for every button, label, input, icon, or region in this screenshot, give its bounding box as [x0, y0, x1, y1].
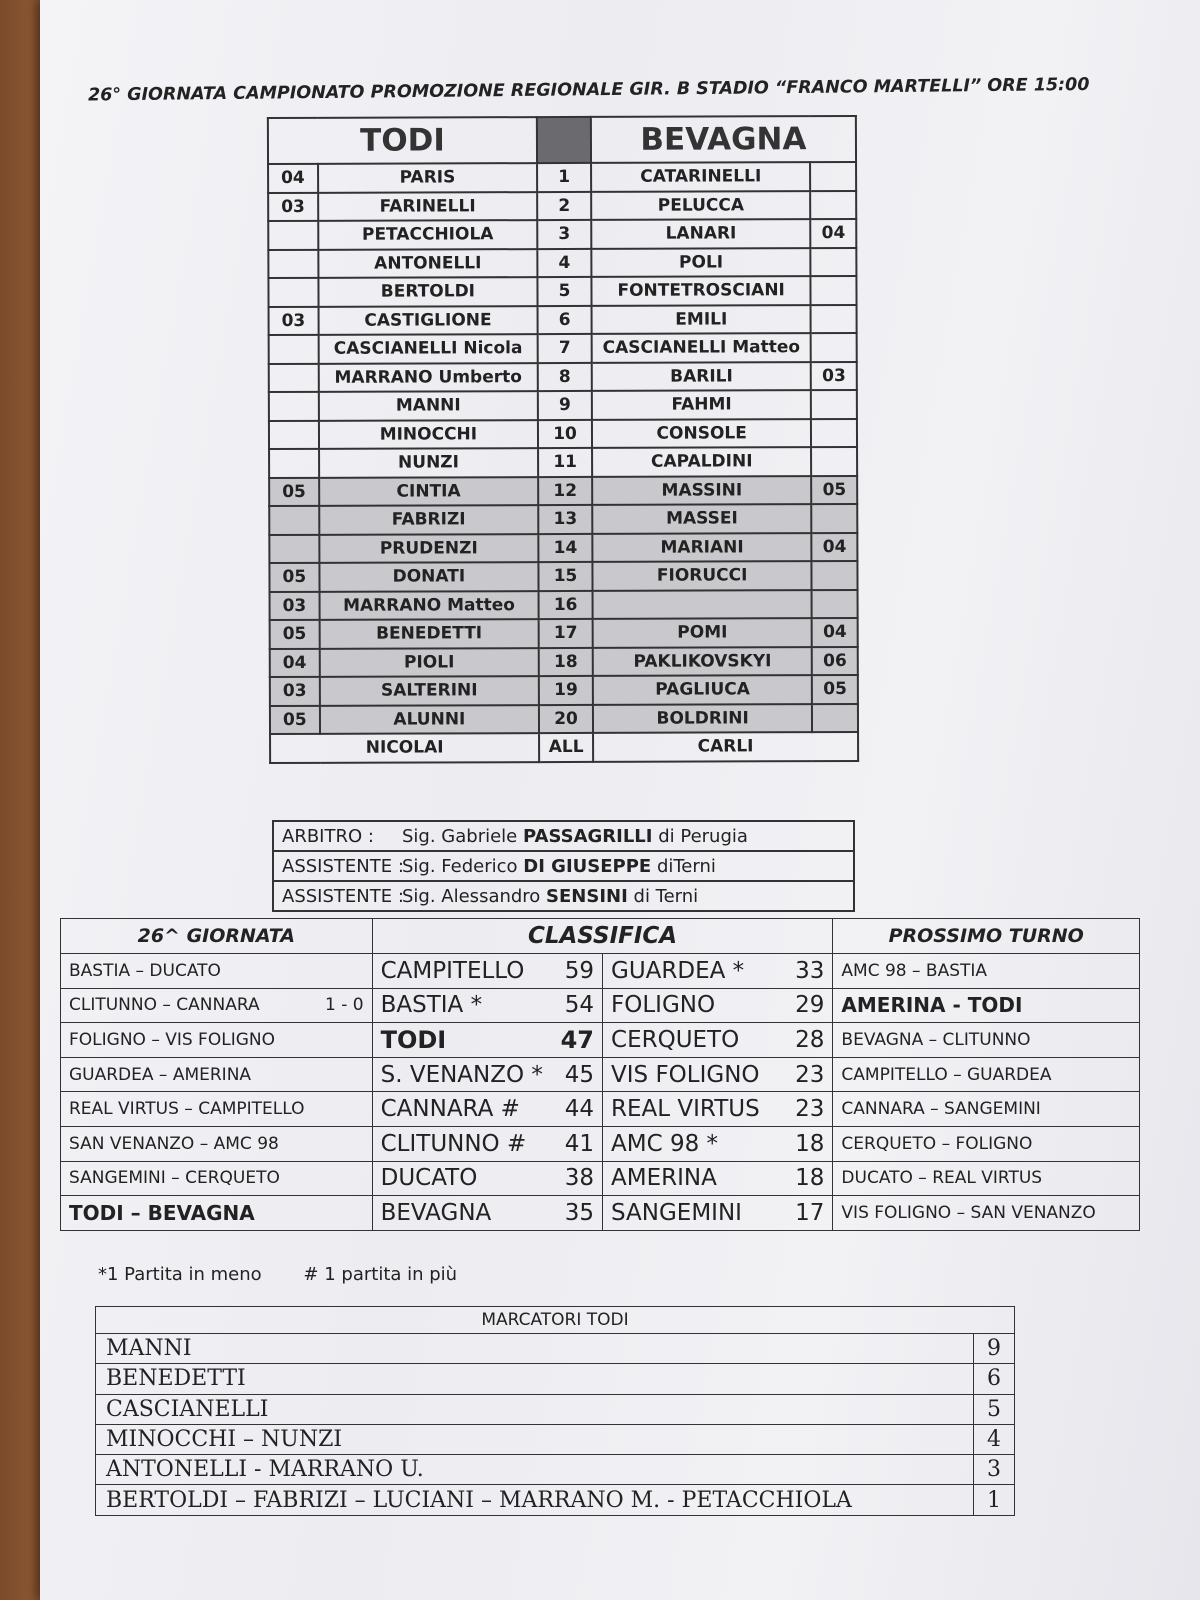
lineup-row	[269, 333, 857, 364]
home-player-name: FARINELLI	[318, 192, 538, 221]
away-player-number: 06	[812, 646, 858, 675]
match-heading: 26° GIORNATA CAMPIONATO PROMOZIONE REGIONALE GIR. B STADIO “FRANCO MARTELLI” ORE 15:00	[87, 74, 1090, 106]
next-fixture: BEVAGNA – CLITUNNO	[833, 1023, 1140, 1058]
away-player-number	[812, 504, 858, 533]
home-player-number	[269, 392, 319, 421]
official-row	[273, 851, 854, 881]
official-city: diTerni	[651, 855, 716, 877]
shirt-number: 10	[538, 419, 592, 448]
official-surname: PASSAGRILLI	[522, 825, 653, 847]
lineup-header-row	[268, 116, 856, 164]
away-player-name: BOLDRINI	[593, 704, 813, 733]
standing-team: CAMPITELLO	[380, 957, 525, 984]
match-result-cell	[61, 1092, 373, 1127]
shirt-number: 8	[538, 362, 592, 391]
match-teams: SANGEMINI – CERQUETO	[69, 1168, 280, 1189]
match-teams: REAL VIRTUS – CAMPITELLO	[69, 1099, 305, 1120]
coach-label: ALL	[539, 733, 593, 762]
scorer-row	[96, 1394, 1015, 1424]
standings-header-row	[61, 919, 1140, 954]
standing-points: 54	[564, 992, 595, 1019]
standing-team: S. VENANZO *	[380, 1061, 543, 1088]
standing-points: 35	[564, 1199, 595, 1226]
lineup-row	[269, 390, 857, 421]
standing-team: FOLIGNO	[611, 992, 716, 1019]
standings-table	[60, 918, 1140, 1231]
away-player-name: EMILI	[592, 305, 812, 334]
shirt-number: 9	[538, 391, 592, 420]
shirt-number: 1	[537, 163, 591, 192]
next-fixture: DUCATO – REAL VIRTUS	[833, 1161, 1140, 1196]
lineup-row	[270, 703, 858, 734]
lineup-row	[268, 247, 856, 278]
standing-cell-left	[372, 1196, 602, 1231]
home-player-number	[269, 420, 319, 449]
home-player-number	[269, 335, 319, 364]
match-teams: TODI – BEVAGNA	[69, 1200, 255, 1225]
shirt-number: 19	[539, 676, 593, 705]
standing-team: DUCATO	[380, 1165, 478, 1192]
match-score: 1 - 0	[325, 995, 364, 1016]
standing-cell-right	[603, 954, 833, 989]
standing-points: 47	[560, 1025, 595, 1054]
away-player-number	[811, 333, 857, 362]
away-player-number	[811, 390, 857, 419]
lineup-row	[269, 304, 857, 335]
standing-team: AMERINA	[611, 1165, 717, 1192]
scorers-table	[95, 1306, 1015, 1516]
classifica-header: CLASSIFICA	[372, 919, 833, 954]
scorer-names: BERTOLDI – FABRIZI – LUCIANI – MARRANO M. - PETACCHIOLA	[96, 1485, 974, 1515]
scorer-row	[96, 1485, 1015, 1515]
officials-table	[272, 820, 855, 912]
standing-cell-right	[603, 988, 833, 1023]
lineup-row	[270, 675, 858, 706]
scorers-header-row	[96, 1307, 1015, 1334]
away-player-name: MASSEI	[592, 504, 812, 533]
home-player-name: ALUNNI	[320, 705, 540, 734]
home-player-name: PARIS	[318, 163, 538, 192]
standing-team: CLITUNNO #	[380, 1130, 527, 1157]
scorer-row	[96, 1334, 1015, 1364]
shirt-number: 14	[538, 533, 592, 562]
standing-cell-right	[603, 1092, 833, 1127]
home-player-name: BENEDETTI	[319, 619, 539, 648]
note-one-more: # 1 partita in più	[303, 1264, 458, 1285]
away-player-name: LANARI	[591, 219, 811, 248]
standing-points: 23	[795, 1096, 825, 1123]
home-player-number: 03	[269, 306, 319, 335]
match-teams: BASTIA – DUCATO	[69, 960, 221, 981]
lineup-row	[269, 532, 857, 563]
home-player-name: CINTIA	[319, 477, 539, 506]
home-player-number: 04	[270, 648, 320, 677]
standing-team: VIS FOLIGNO	[611, 1061, 760, 1088]
home-player-name: MINOCCHI	[319, 420, 539, 449]
away-player-name: POMI	[593, 618, 813, 647]
match-result-cell	[61, 954, 373, 989]
away-player-number	[811, 190, 857, 219]
home-team-name: TODI	[268, 117, 537, 164]
home-player-name: CASTIGLIONE	[318, 306, 538, 335]
scorer-names: MANNI	[96, 1334, 974, 1364]
standing-cell-right	[603, 1161, 833, 1196]
standing-points: 18	[795, 1165, 825, 1192]
away-player-name: MASSINI	[592, 476, 812, 505]
next-fixture: AMC 98 – BASTIA	[833, 954, 1140, 989]
lineup-row	[268, 276, 856, 307]
standings-row	[61, 1092, 1140, 1127]
lineup-row	[268, 219, 856, 250]
shirt-number: 5	[538, 277, 592, 306]
away-player-name: POLI	[591, 248, 811, 277]
home-player-number: 03	[270, 591, 320, 620]
away-player-number	[812, 589, 858, 618]
standings-row	[61, 954, 1140, 989]
shirt-number: 3	[537, 220, 591, 249]
away-player-number	[810, 162, 856, 191]
standing-cell-left	[372, 1092, 602, 1127]
next-round-header: PROSSIMO TURNO	[833, 919, 1140, 954]
home-player-name: PRUDENZI	[319, 534, 539, 563]
standing-team: BEVAGNA	[380, 1199, 492, 1226]
shirt-number: 12	[538, 476, 592, 505]
shirt-number: 11	[538, 448, 592, 477]
match-result-cell	[61, 988, 373, 1023]
away-player-number: 04	[812, 532, 858, 561]
home-player-number: 05	[270, 705, 320, 734]
home-player-name: BERTOLDI	[318, 277, 538, 306]
standing-points: 17	[795, 1199, 825, 1226]
official-first-name: Sig. Gabriele	[402, 825, 523, 847]
standing-points: 33	[795, 957, 825, 984]
away-player-number: 03	[811, 361, 857, 390]
standing-points: 41	[564, 1130, 595, 1157]
home-player-number	[268, 249, 318, 278]
scorer-names: BENEDETTI	[96, 1364, 974, 1394]
match-result-cell	[61, 1126, 373, 1161]
standing-points: 44	[564, 1096, 595, 1123]
away-player-name: FIORUCCI	[592, 561, 812, 590]
next-fixture: CANNARA – SANGEMINI	[833, 1092, 1140, 1127]
lineup-row	[270, 646, 858, 677]
home-player-name: CASCIANELLI Nicola	[318, 334, 538, 363]
note-one-less: *1 Partita in meno	[98, 1264, 262, 1285]
shirt-number: 4	[537, 248, 591, 277]
standing-cell-left	[372, 1126, 602, 1161]
lineup-header-divider	[537, 117, 591, 163]
away-player-number: 05	[812, 475, 858, 504]
standings-row	[61, 1126, 1140, 1161]
standing-points: 18	[795, 1130, 825, 1157]
lineup-row	[269, 504, 857, 535]
away-player-number: 04	[812, 618, 858, 647]
match-result-cell	[61, 1023, 373, 1058]
standing-cell-left	[372, 1057, 602, 1092]
shirt-number: 15	[539, 562, 593, 591]
home-coach: NICOLAI	[270, 733, 539, 762]
standings-notes	[98, 1264, 493, 1285]
standing-cell-right	[603, 1196, 833, 1231]
away-player-name: CATARINELLI	[591, 162, 811, 191]
standing-cell-right	[603, 1023, 833, 1058]
official-role: ASSISTENTE :	[282, 855, 404, 877]
scorer-names: ANTONELLI - MARRANO U.	[96, 1455, 974, 1485]
home-player-name: MARRANO Matteo	[319, 591, 539, 620]
official-row	[273, 821, 854, 851]
scorer-row	[96, 1424, 1015, 1454]
next-fixture: VIS FOLIGNO – SAN VENANZO	[833, 1196, 1140, 1231]
standing-cell-left	[372, 1161, 602, 1196]
standing-cell-left	[372, 988, 602, 1023]
home-player-name: ANTONELLI	[318, 249, 538, 278]
standings-row	[61, 1023, 1140, 1058]
lineup-row	[269, 418, 857, 449]
away-player-number: 05	[812, 675, 858, 704]
scorers-title: MARCATORI TODI	[96, 1307, 1015, 1334]
next-fixture: CAMPITELLO – GUARDEA	[833, 1057, 1140, 1092]
official-surname: DI GIUSEPPE	[523, 855, 652, 877]
home-player-number: 05	[270, 620, 320, 649]
standing-team: GUARDEA *	[611, 957, 745, 984]
home-player-number: 05	[269, 563, 319, 592]
standing-cell-left	[372, 954, 602, 989]
home-player-number	[269, 506, 319, 535]
next-fixture: CERQUETO – FOLIGNO	[833, 1126, 1140, 1161]
standing-cell-right	[603, 1057, 833, 1092]
scorer-goals: 6	[974, 1364, 1015, 1394]
away-player-number	[811, 447, 857, 476]
shirt-number: 2	[537, 191, 591, 220]
lineup-row	[270, 589, 858, 620]
away-player-number	[812, 703, 858, 732]
standing-cell-left	[372, 1023, 602, 1058]
home-player-number: 03	[270, 677, 320, 706]
standing-cell-right	[603, 1126, 833, 1161]
away-player-number: 04	[811, 219, 857, 248]
shirt-number: 16	[539, 590, 593, 619]
shirt-number: 18	[539, 647, 593, 676]
shirt-number: 17	[539, 619, 593, 648]
home-player-name: MARRANO Umberto	[318, 363, 538, 392]
official-first-name: Sig. Alessandro	[402, 885, 547, 907]
standing-points: 38	[564, 1165, 595, 1192]
home-player-number: 03	[268, 192, 318, 221]
standing-points: 28	[795, 1026, 825, 1053]
lineup-row	[268, 190, 856, 221]
away-player-name: PELUCCA	[591, 191, 811, 220]
shirt-number: 7	[538, 334, 592, 363]
scorer-row	[96, 1364, 1015, 1394]
shirt-number: 20	[539, 704, 593, 733]
scorer-goals: 4	[974, 1424, 1015, 1454]
standing-team: CANNARA #	[380, 1096, 520, 1123]
home-player-name: FABRIZI	[319, 505, 539, 534]
standings-row	[61, 1196, 1140, 1231]
scorer-names: CASCIANELLI	[96, 1394, 974, 1424]
home-player-name: NUNZI	[319, 448, 539, 477]
standings-row	[61, 1057, 1140, 1092]
home-player-number	[269, 534, 319, 563]
home-player-number: 04	[268, 164, 318, 193]
shirt-number: 6	[538, 305, 592, 334]
lineup-row	[269, 561, 857, 592]
lineup-row	[270, 618, 858, 649]
away-team-name: BEVAGNA	[591, 116, 856, 163]
official-surname: SENSINI	[546, 885, 628, 907]
standing-team: CERQUETO	[611, 1026, 740, 1053]
match-teams: GUARDEA – AMERINA	[69, 1064, 252, 1085]
lineup-row	[269, 361, 857, 392]
home-player-number: 05	[269, 477, 319, 506]
official-role: ASSISTENTE :	[282, 885, 404, 907]
away-coach: CARLI	[593, 732, 858, 761]
match-result-cell	[61, 1057, 373, 1092]
away-player-name: FAHMI	[592, 390, 812, 419]
away-player-name: CONSOLE	[592, 419, 812, 448]
home-player-number	[269, 449, 319, 478]
away-player-name	[592, 590, 812, 619]
scorer-names: MINOCCHI – NUNZI	[96, 1424, 974, 1454]
official-cell	[273, 881, 854, 911]
home-player-name: PETACCHIOLA	[318, 220, 538, 249]
home-player-number	[268, 278, 318, 307]
away-player-name: BARILI	[592, 362, 812, 391]
home-player-name: MANNI	[319, 391, 539, 420]
lineup-row	[269, 447, 857, 478]
home-player-name: SALTERINI	[320, 676, 540, 705]
scorer-goals: 5	[974, 1394, 1015, 1424]
away-player-number	[811, 276, 857, 305]
standing-team: REAL VIRTUS	[611, 1096, 760, 1123]
scorer-goals: 1	[974, 1485, 1015, 1515]
official-city: di Perugia	[652, 825, 748, 847]
match-teams: SAN VENANZO – AMC 98	[69, 1133, 279, 1154]
away-player-name: CAPALDINI	[592, 447, 812, 476]
standings-row	[61, 988, 1140, 1023]
home-player-name: PIOLI	[319, 648, 539, 677]
lineup-row	[268, 162, 856, 193]
coach-row	[270, 732, 858, 763]
away-player-number	[812, 561, 858, 590]
scorer-goals: 9	[974, 1334, 1015, 1364]
home-player-number	[268, 221, 318, 250]
standing-points: 23	[795, 1061, 825, 1088]
standing-team: TODI	[380, 1025, 447, 1054]
official-cell	[273, 821, 854, 851]
away-player-name: CASCIANELLI Matteo	[592, 333, 812, 362]
official-row	[273, 881, 854, 911]
official-cell	[273, 851, 854, 881]
away-player-name: FONTETROSCIANI	[591, 276, 811, 305]
away-player-number	[811, 304, 857, 333]
lineup-table	[267, 115, 859, 764]
match-teams: FOLIGNO – VIS FOLIGNO	[69, 1029, 275, 1050]
match-result-cell	[61, 1161, 373, 1196]
match-result-cell	[61, 1196, 373, 1231]
lineup-row	[269, 475, 857, 506]
matches-header: 26^ GIORNATA	[61, 919, 373, 954]
next-fixture: AMERINA - TODI	[833, 988, 1140, 1023]
away-player-number	[811, 247, 857, 276]
standing-team: SANGEMINI	[611, 1199, 742, 1226]
official-city: di Terni	[627, 885, 699, 907]
away-player-number	[811, 418, 857, 447]
home-player-number	[269, 363, 319, 392]
standing-points: 45	[564, 1061, 595, 1088]
standing-points: 59	[564, 957, 595, 984]
official-first-name: Sig. Federico	[402, 855, 524, 877]
scorer-goals: 3	[974, 1455, 1015, 1485]
shirt-number: 13	[538, 505, 592, 534]
away-player-name: MARIANI	[592, 533, 812, 562]
official-role: ARBITRO :	[282, 825, 374, 847]
away-player-name: PAKLIKOVSKYI	[593, 647, 813, 676]
standing-team: AMC 98 *	[611, 1130, 719, 1157]
away-player-name: PAGLIUCA	[593, 675, 813, 704]
scorer-row	[96, 1455, 1015, 1485]
home-player-name: DONATI	[319, 562, 539, 591]
standing-team: BASTIA *	[380, 992, 483, 1019]
match-teams: CLITUNNO – CANNARA	[69, 995, 260, 1016]
standings-row	[61, 1161, 1140, 1196]
standing-points: 29	[795, 992, 825, 1019]
